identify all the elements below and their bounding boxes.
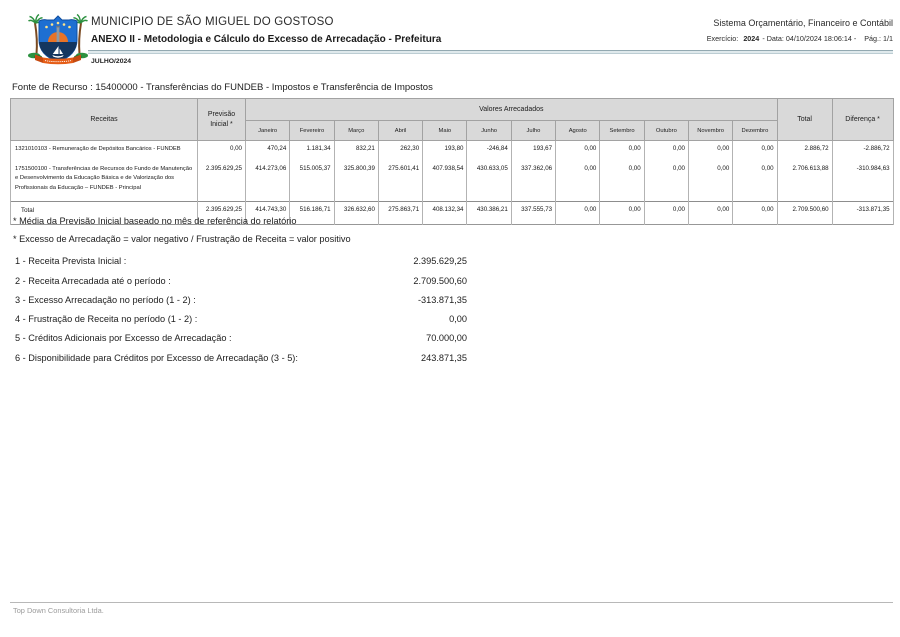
month-value: 0,00: [556, 141, 600, 162]
month-value: 262,30: [378, 141, 422, 162]
month-value: 0,00: [733, 141, 777, 162]
month-value: 326.632,60: [334, 202, 378, 225]
summary-value: 2.395.629,25: [413, 256, 467, 266]
col-header-total: Total: [777, 99, 832, 141]
summary-label: 6 - Disponibilidade para Créditos por Excesso de Arrecadação (3 - 5):: [15, 352, 298, 363]
total-total: 2.709.500,60: [777, 202, 832, 225]
footer-rule: [10, 602, 893, 603]
summary-value: 0,00: [449, 313, 467, 324]
month-value: 275.601,41: [378, 161, 422, 202]
month-value: -246,84: [467, 141, 511, 162]
month-value: 0,00: [556, 161, 600, 202]
lighthouse-icon: [57, 27, 60, 42]
table-row-revenue-1: [11, 141, 894, 162]
month-value: 515.005,37: [290, 161, 334, 202]
month-value: 414.743,30: [246, 202, 290, 225]
month-value: 470,24: [246, 141, 290, 162]
note-excesso: * Excesso de Arrecadação = valor negativo / Frustração de Receita = valor positivo: [13, 234, 351, 244]
month-value: 0,00: [600, 202, 644, 225]
col-header-month: Abril: [378, 121, 422, 141]
summary-row-3: [15, 295, 467, 308]
total-label: Total: [11, 202, 198, 225]
col-header-month: Janeiro: [246, 121, 290, 141]
month-value: 430.633,05: [467, 161, 511, 202]
month-value: 337.555,73: [511, 202, 555, 225]
col-header-previsao: [198, 99, 246, 141]
month-value: 414.273,06: [246, 161, 290, 202]
summary-value: 70.000,00: [426, 333, 467, 343]
month-value: 832,21: [334, 141, 378, 162]
revenue-table: [10, 98, 893, 225]
resource-source-line: Fonte de Recurso : 15400000 - Transferências do FUNDEB - Impostos e Transferência de Impostos: [12, 82, 433, 93]
col-header-month: Novembro: [688, 121, 732, 141]
month-value: 275.863,71: [378, 202, 422, 225]
summary-label: 1 - Receita Prevista Inicial :: [15, 256, 127, 266]
month-value: 325.800,39: [334, 161, 378, 202]
month-value: 0,00: [688, 202, 732, 225]
summary-value: 243.871,35: [421, 352, 467, 363]
revenue-total: 2.706.613,88: [777, 161, 832, 202]
summary-label: 3 - Excesso Arrecadação no período (1 - 2) :: [15, 295, 196, 305]
summary-value: 2.709.500,60: [413, 275, 467, 286]
month-value: 0,00: [600, 141, 644, 162]
month-value: 0,00: [733, 202, 777, 225]
month-value: 0,00: [688, 141, 732, 162]
summary-label: 5 - Créditos Adicionais por Excesso de Arrecadação :: [15, 333, 232, 343]
col-header-month: Setembro: [600, 121, 644, 141]
col-header-month: Dezembro: [733, 121, 777, 141]
revenue-name: 1321010103 - Remuneração de Depósitos Bancários - FUNDEB: [11, 141, 198, 162]
table-row-revenue-2: [11, 161, 894, 202]
month-value: 0,00: [644, 161, 688, 202]
month-value: 407.938,54: [423, 161, 467, 202]
col-header-month: Junho: [467, 121, 511, 141]
revenue-diferenca: -310.984,63: [832, 161, 893, 202]
month-value: 408.132,34: [423, 202, 467, 225]
total-diferenca: -313.871,35: [832, 202, 893, 225]
col-header-diferenca: Diferença *: [832, 99, 893, 141]
total-previsao: 2.395.629,25: [198, 202, 246, 225]
col-header-valores-arrecadados: Valores Arrecadados: [246, 99, 778, 121]
summary-label: 2 - Receita Arrecadada até o período :: [15, 275, 171, 286]
meta-date-text: - Data: 04/10/2024 18:06:14 -: [762, 34, 857, 43]
month-value: 0,00: [600, 161, 644, 202]
col-header-month: Maio: [423, 121, 467, 141]
summary-row-6: [15, 353, 467, 366]
month-value: 0,00: [644, 202, 688, 225]
month-value: 337.362,06: [511, 161, 555, 202]
col-header-month: Outubro: [644, 121, 688, 141]
month-value: 193,67: [511, 141, 555, 162]
title-rule: [88, 50, 893, 54]
meta-page-number: Pág.: 1/1: [864, 34, 893, 43]
previsao-line1: Previsão: [207, 111, 236, 119]
revenue-total: 2.886,72: [777, 141, 832, 162]
revenue-previsao: 2.395.629,25: [198, 161, 246, 202]
system-name: Sistema Orçamentário, Financeiro e Contábil: [713, 18, 893, 28]
revenue-diferenca: -2.886,72: [832, 141, 893, 162]
revenue-name: 1751500100 - Transferências de Recursos do Fundo de Manutenção e Desenvolvimento da Educação Básica e de Valorização dos Profissionais da Educação – FUNDEB - Principal: [11, 161, 198, 202]
summary-label: 4 - Frustração de Receita no período (1 - 2) :: [15, 313, 198, 324]
month-value: 0,00: [733, 161, 777, 202]
municipality-crest-icon: [28, 10, 88, 70]
month-value: 516.186,71: [290, 202, 334, 225]
col-header-month: Março: [334, 121, 378, 141]
month-value: 1.181,34: [290, 141, 334, 162]
note-previsao: * Média da Previsão Inicial baseado no mês de referência do relatório: [13, 216, 297, 226]
meta-exercise-year: 2024: [743, 34, 760, 43]
col-header-month: Agosto: [556, 121, 600, 141]
report-period: JULHO/2024: [91, 58, 132, 65]
col-header-month: Julho: [511, 121, 555, 141]
footer-company-name: Top Down Consultoria Ltda.: [13, 606, 104, 615]
revenue-previsao: 0,00: [198, 141, 246, 162]
summary-value: -313.871,35: [417, 295, 467, 305]
meta-exercise-label: Exercício:: [706, 34, 739, 43]
report-meta: [500, 34, 893, 43]
summary-row-2: [15, 276, 467, 289]
month-value: 0,00: [688, 161, 732, 202]
summary-row-1: [15, 256, 467, 269]
col-header-receitas: Receitas: [11, 99, 198, 141]
col-header-month: Fevereiro: [290, 121, 334, 141]
summary-row-4: [15, 314, 467, 327]
month-value: 193,80: [423, 141, 467, 162]
municipality-name: MUNICIPIO DE SÃO MIGUEL DO GOSTOSO: [91, 16, 334, 28]
month-value: 0,00: [556, 202, 600, 225]
summary-row-5: [15, 333, 467, 346]
month-value: 0,00: [644, 141, 688, 162]
previsao-line2: Inicial *: [210, 120, 233, 128]
crest-shield: [39, 16, 77, 62]
month-value: 430.386,21: [467, 202, 511, 225]
report-title: ANEXO II - Metodologia e Cálculo do Excesso de Arrecadação - Prefeitura: [91, 34, 442, 45]
